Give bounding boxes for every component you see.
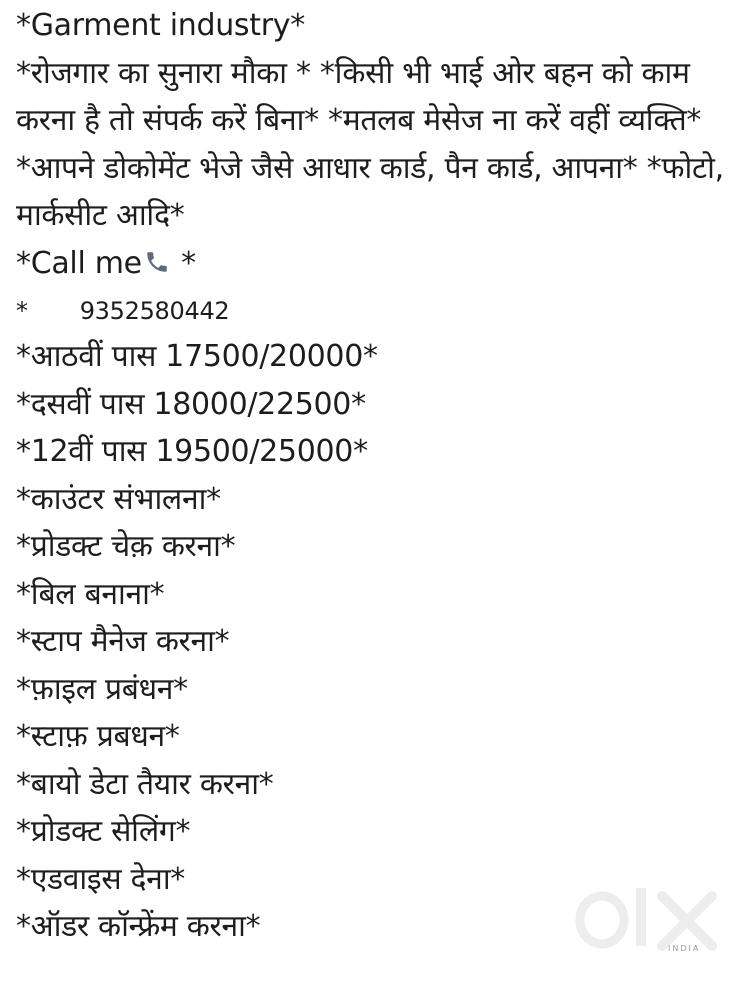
duty-item: *काउंटर संभालना* xyxy=(16,481,221,517)
call-me-suffix: * xyxy=(171,245,196,281)
duty-item: *स्टाफ़ प्रबधन* xyxy=(16,719,180,754)
documents-paragraph: *आपने डोकोमेंट भेजे जैसे आधार कार्ड, पैन कार्ड, आपना* *फोटो, मार्कसीट आदि* xyxy=(16,150,724,233)
duty-item: *स्टाप मैनेज करना* xyxy=(16,624,230,659)
phone-number[interactable]: 9352580442 xyxy=(79,297,230,325)
duty-item: *प्रोडक्ट चेक़ करना* xyxy=(16,529,236,564)
duty-item: *बायो डेटा तैयार करना* xyxy=(16,766,274,802)
phone-prefix: * xyxy=(16,297,28,325)
post-intro-paragraph: *रोजगार का सुनारा मौका * *किसी भी भाई ओर बहन को काम करना है तो संपर्क करें बिना* *मतलब मेसेज ना करें वहीं व्यक्ति* xyxy=(16,55,702,138)
phone-number-line xyxy=(16,289,736,333)
olx-logo-caption: INDIA xyxy=(668,944,701,953)
call-me-line xyxy=(16,240,736,290)
salary-line-12th: *12वीं पास 19500/25000* xyxy=(16,434,368,469)
duty-item: *बिल बनाना* xyxy=(16,576,165,612)
duty-item: *एडवाइस देना* xyxy=(16,861,185,897)
duty-item: *फ़ाइल प्रबंधन* xyxy=(16,671,188,707)
duty-item: *ऑडर कॉन्फ्रेंम करना* xyxy=(16,909,261,944)
post-body xyxy=(16,2,736,951)
salary-line-10th: *दसवीं पास 18000/22500* xyxy=(16,386,366,422)
olx-logo-icon xyxy=(574,882,724,962)
duty-item: *प्रोडक्ट सेलिंग* xyxy=(16,814,191,849)
call-me-text: *Call me xyxy=(16,245,142,281)
salary-line-8th: *आठवीं पास 17500/20000* xyxy=(16,339,378,374)
post-heading: *Garment industry* xyxy=(16,8,305,43)
phone-icon xyxy=(144,242,170,290)
